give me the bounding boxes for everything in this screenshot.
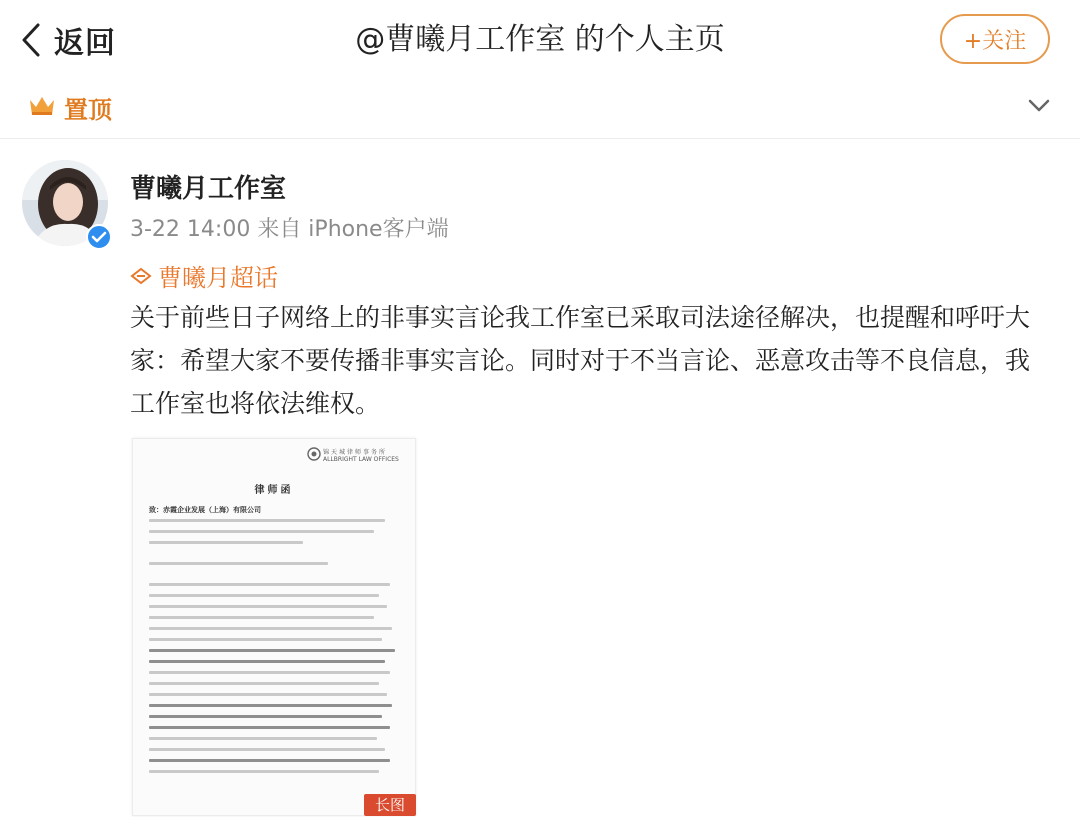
author-name[interactable]: 曹曦月工作室 [130, 174, 287, 204]
page-title: @曹曦月工作室 的个人主页 [355, 22, 725, 57]
long-image-badge: 长图 [364, 794, 416, 816]
topic-label: 曹曦月超话 [158, 264, 278, 292]
doc-recipient: 致：赤霞企业发展（上海）有限公司 [149, 506, 261, 514]
top-bar [0, 0, 1080, 80]
pinned-row [0, 84, 1080, 134]
post-meta: 3-22 14:00 来自 iPhone客户端 [130, 217, 449, 242]
verified-icon [86, 224, 112, 250]
divider [0, 138, 1080, 139]
post-text: 关于前些日子网络上的非事实言论我工作室已采取司法途径解决，也提醒和呼吁大家：希望大家不要传播非事实言论。同时对于不当言论、恶意攻击等不良信息，我工作室也将依法维权。 [130, 303, 1031, 418]
pinned-label: 置顶 [64, 96, 112, 124]
back-label: 返回 [54, 26, 116, 61]
follow-button[interactable]: +关注 [940, 14, 1050, 64]
firm-name-en: ALLBRIGHT LAW OFFICES [323, 456, 399, 463]
topic-diamond-icon [130, 267, 152, 285]
crown-icon [28, 94, 56, 118]
doc-body [149, 519, 405, 781]
law-firm-logo-icon [307, 447, 321, 461]
firm-name-cn: 锦天城律师事务所 [323, 449, 388, 456]
doc-title: 律师函 [254, 485, 294, 496]
super-topic-link[interactable] [130, 258, 278, 293]
post-image[interactable] [132, 438, 416, 816]
chevron-down-icon[interactable] [1026, 94, 1052, 116]
